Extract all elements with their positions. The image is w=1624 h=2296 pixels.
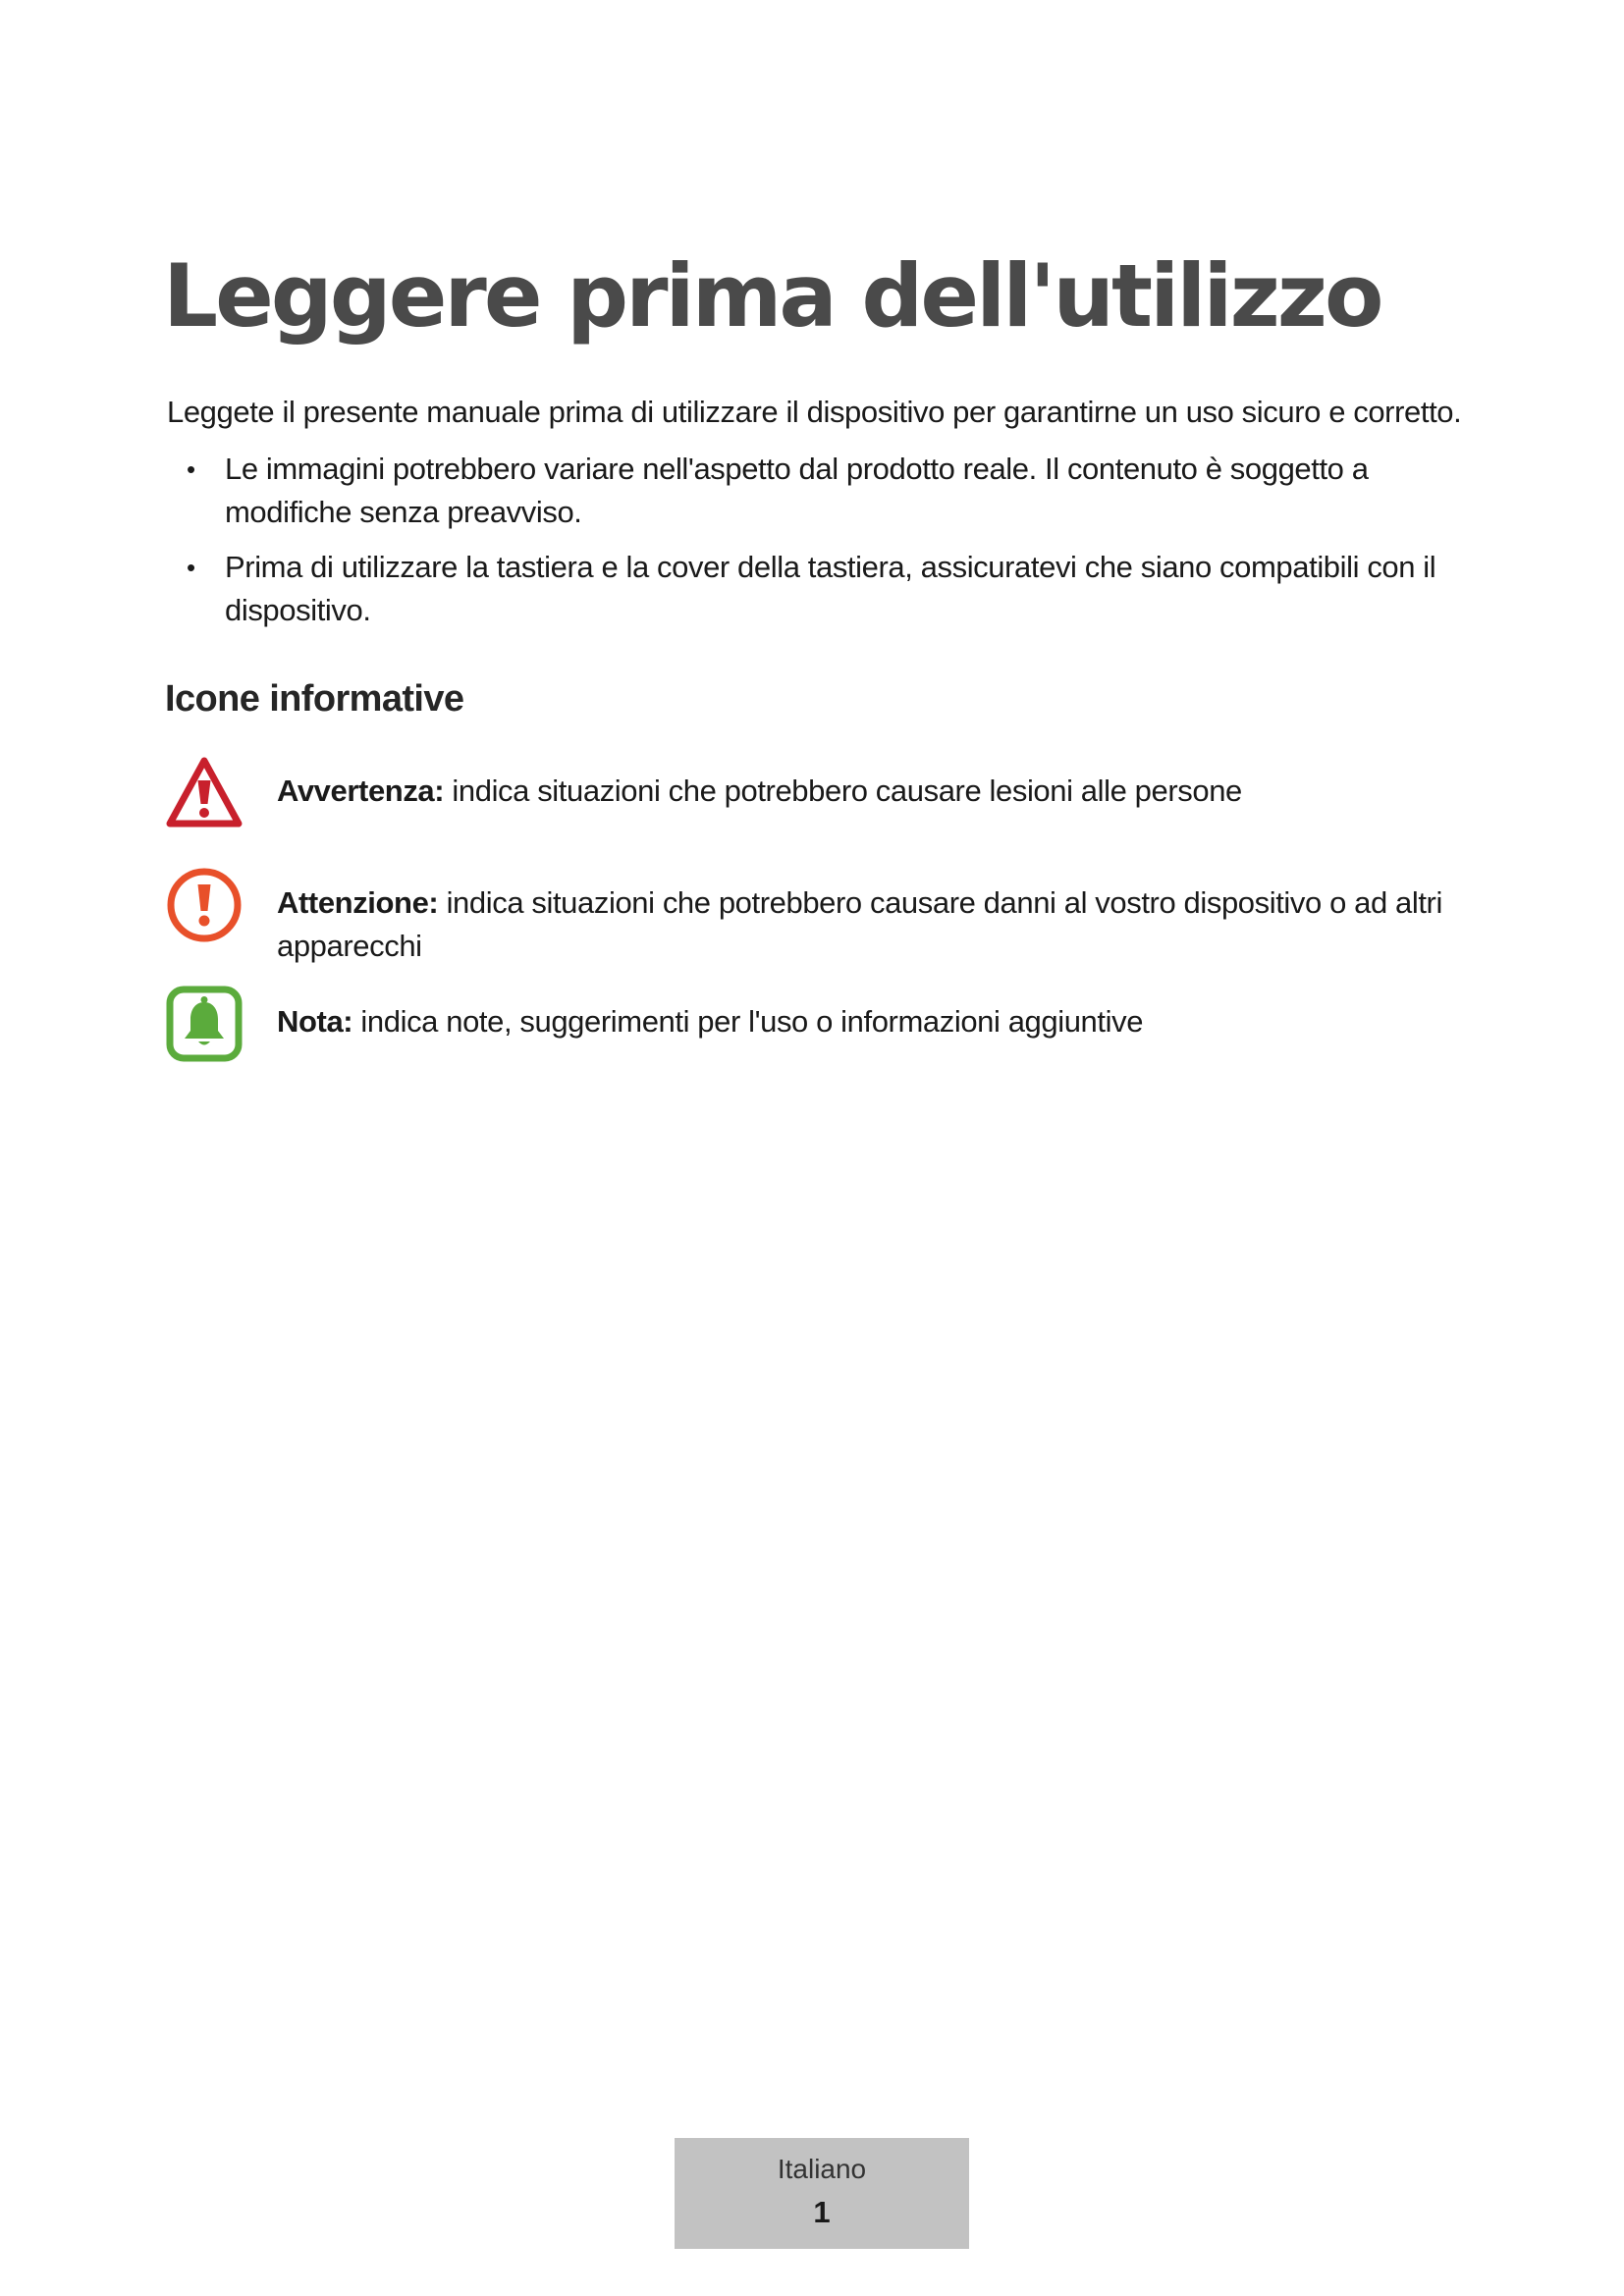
info-text-note: [277, 1000, 1483, 1043]
bullet-list: [167, 448, 1483, 644]
footer-language: Italiano: [777, 2154, 867, 2184]
info-text-caution: [277, 881, 1483, 968]
info-text-warning: [277, 770, 1483, 813]
info-term-caution: Attenzione:: [277, 885, 439, 920]
note-bell-icon: [165, 985, 244, 1063]
page-footer: [675, 2138, 969, 2249]
bullet-dot: •: [187, 553, 195, 582]
bullet-item: [167, 546, 1483, 632]
page-number: 1: [813, 2195, 831, 2229]
info-description-warning: indica situazioni che potrebbero causare lesioni alle persone: [444, 774, 1242, 808]
info-term-note: Nota:: [277, 1004, 353, 1039]
bullet-text: Prima di utilizzare la tastiera e la cover della tastiera, assicuratevi che siano compatibili con il dispositivo.: [225, 550, 1436, 627]
info-term-warning: Avvertenza:: [277, 774, 445, 808]
caution-circle-icon: [165, 866, 244, 944]
bullet-text: Le immagini potrebbero variare nell'aspetto dal prodotto reale. Il contenuto è soggetto a modifiche senza preavviso.: [225, 452, 1369, 529]
section-heading: Icone informative: [165, 678, 464, 720]
info-description-caution: indica situazioni che potrebbero causare danni al vostro dispositivo o ad altri apparecchi: [277, 885, 1442, 963]
page-title: Leggere prima dell'utilizzo: [163, 245, 1381, 347]
intro-paragraph: Leggete il presente manuale prima di utilizzare il dispositivo per garantirne un uso sicuro e corretto.: [167, 395, 1462, 429]
bullet-item: [167, 448, 1483, 534]
bullet-dot: •: [187, 454, 195, 484]
warning-triangle-icon: [165, 754, 244, 832]
info-description-note: indica note, suggerimenti per l'uso o informazioni aggiuntive: [352, 1004, 1144, 1039]
